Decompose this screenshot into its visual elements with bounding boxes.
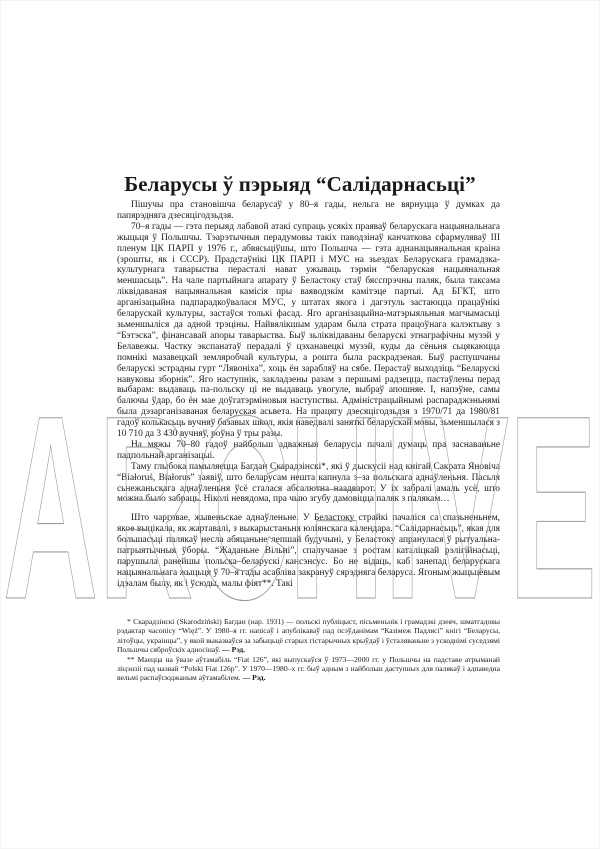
editor-mark-2: — Рэд. <box>242 673 266 683</box>
article-title: Беларусы ў пэрыяд “Салідарнасьці” <box>124 172 476 197</box>
footnote-2 <box>117 655 500 683</box>
paragraph-intro: Пішучы пра становішча беларусаў у 80–я гады, нельга не вярнуцца ў думках да папярэдняга дзесяцігодзьдзя. <box>117 200 500 221</box>
footnotes <box>117 617 500 683</box>
footnote-1-text: * Скарадзінскі (Skarodziński) Багдан (нар. 1931) — польскі публіцыст, пісьменьнік і грамадзкі дзеяч, шматгадовы рэдактар часопісу “Więź”. У 1980–я гг. напісаў і апублікаваў пад псэўданімам “Казімеж Падлясі” кнігі “Беларусы, літоўцы, украінцы”, у якой выказваўся за забыцьцё старых гістарычных крыўдаў і ўсталяваньне з ускоднімі суседзямі Польшчы сяброўскіх адносінаў. <box>117 617 500 655</box>
paragraph-underground: На мяжы 70–80 гадоў найбольш адважныя беларусы пачалі думаць пра заснаваньне падпольнай арганізацыі. <box>117 439 500 461</box>
paragraph-solidarity: Што чарговае, жывеньскае аднаўленьне. У Беластоку страйкі пачаліся са спазьненьнем, якое выцікала, як жартавалі, з выкарыстаньня юліянскага календара. “Салідарнасьць”, якая для большасьці палякаў несла абяцаньне лепшай будучыні, у Беластоку апранулася ў рытуальна-патрыятычныя ўборы. “Жаданьне Вільні”, спалучанае з ростам каталіцкай рэлігійнасьці, парушыла ранейшы польска–беларускі кансэнсус. Бо не відаць, каб занепад беларускага нацыянальнага жыцьця ў 70–я гады асабліва закрануў сярэдняга беларуса. Ягоным жыцьцёвым ідэалам былу, як і ўсюды, малы фіят**. Такі <box>117 513 500 589</box>
footnote-2-text: ** Маецца на ўвазе аўтамабіль “Fiat 126”, які выпускаўся ў 1973—2000 гг. у Польшчы на падставе атрыманай ліцэнзіі пад назвай “Polski Fiat 126p”. У 1970—1980–х гг. быў адным з найбольш даступных для палякаў і адпаведна вельмі распаўсюджаным аўтамабілем. <box>117 654 500 683</box>
footnote-1 <box>117 617 500 655</box>
paragraph-skarodzinski: Таму глыбока памыляецца Багдан Скарадзінскі*, які ў дыскусіі над кнігай Сакрата Яновіча “Białoruś, Białorus” заявіў, што беларусам нешта капнула з–за польскага аднаўленьня. Пасьля сьнежаньскага аднаўленьня ўсё сталася абсалютна наадварот. У іх забралі амаль усё, што можна было забраць. Ніколі невядома, пра чыю згубу дамовіцца паляк з палякам… <box>117 461 500 505</box>
paragraph-seventies: 70–я гады — гэта перыяд лабавой атакі супраць усякіх праяваў беларускага нацыянальнага жыцьця ў Польшчы. Тэарэтычныя перадумовы такіх паводзінаў канчаткова сфармуляваў III пленум ЦК ПАРП у 1976 г., абвясьціўшы, што Польшча — гэта аднанацыянальная краіна (зрошты, як і СССР). Прадстаўнікі ЦК ПАРП і МУС на зьездах Беларускага грамадзка-культурнага таварыства перасталі нават ужываць тэрмін “беларуская нацыянальная меншасьць”. На чале партыйнага апарату ў Беластоку стаў бясспрэчны паляк, была таксама ліквідаваная нацыянальная камісія пры ваяводзкім камітэце партыі. Ад БГКТ, што арганізацыйна падпарадкоўвалася МУС, у штатах якога і дагэтуль застаюцца працаўнікі беларускай культуры, застаўся толькі фасад. Яго арганізацыйна-матэрыяльныя магчымасьці зьменшыліся да адной трэціны. Найвялікшым ударам была страта працоўнага калэктыву з “Бэтэска”, фінансавай апоры таварыства. Быў зьліквідаваны беларускі этнаграфічны музэй у Белавежы. Частку экспанатаў перадалі ў цэханавецкі музэй, куды да сёньня сьцякаюцца помнікі мазавецкай земляробчай культуры, а рошта была раскрадзеная. Быў распушчаны беларускі эстрадны гурт “Лявоніха”, хоць ён зарабляў на сябе. Перастаў выходзіць “Беларускі навуковы зборнік”. Яго наступнік, закладзены разам з першымі радзецца, пастаўлены перад выбарам: выдаваць па-польску ці не выдаваць увогуле, выбраў апошняе. І, напэўне, самы балючы ўдар, бо ён мае доўгатэрміновыя наступствы. Адміністрацыйнымі распараджэньнямі была дэзарганізаваная беларуская асьвета. На працягу дзесяцігодзьдзя з 1970/71 да 1980/81 гадоў колькасьць вучняў базавых школ, якія наведвалі заняткі беларускай мовы, зьменшылася з 10 710 да 3 430 вучняў, роўна ў тры разы. <box>117 221 500 440</box>
watermark-text: ARCHIVE <box>3 361 597 654</box>
editor-mark-1: — Рэд. <box>222 645 246 655</box>
article-body <box>117 200 500 590</box>
